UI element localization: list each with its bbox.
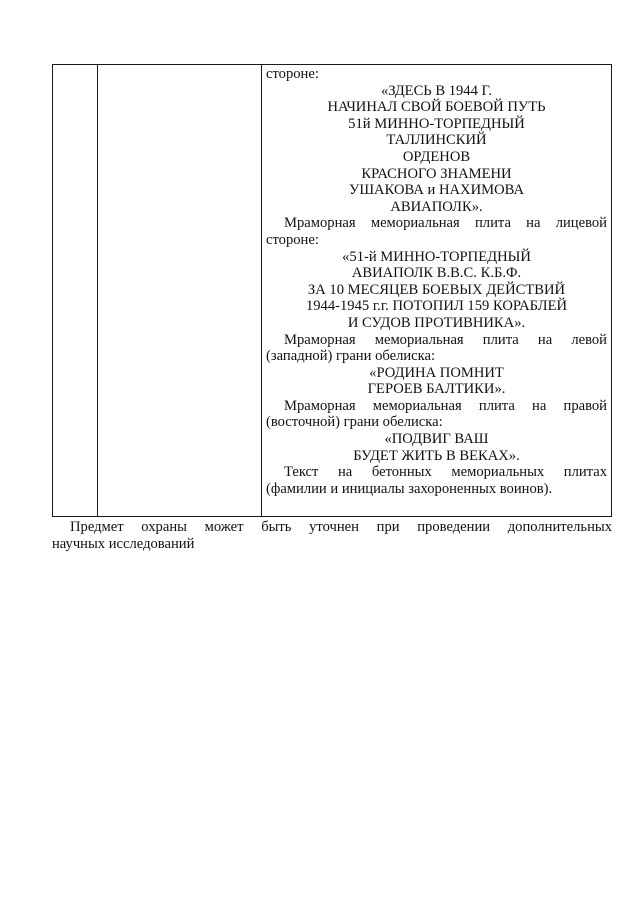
inscription-line: «51-й МИННО-ТОРПЕДНЫЙ [342, 248, 531, 265]
protection-note [52, 519, 612, 553]
inscription-line: ОРДЕНОВ [402, 148, 471, 165]
note-line-2: научных исследований [52, 536, 195, 552]
inscription-line: УШАКОВА и НАХИМОВА [349, 182, 524, 199]
inscription-line: АВИАПОЛК В.В.С. К.Б.Ф. [351, 265, 522, 282]
column-divider-2 [261, 65, 262, 516]
inscription-line: ГЕРОЕВ БАЛТИКИ». [367, 381, 506, 398]
description-cell [266, 66, 607, 497]
inscription-line: НАЧИНАЛ СВОЙ БОЕВОЙ ПУТЬ [327, 99, 546, 116]
inscription-line: КРАСНОГО ЗНАМЕНИ [361, 165, 512, 182]
inscription-line: ЗА 10 МЕСЯЦЕВ БОЕВЫХ ДЕЙСТВИЙ [307, 281, 566, 298]
inscription-line: АВИАПОЛК». [390, 198, 483, 215]
table-text-line: Мраморная мемориальная плита на левой [284, 331, 607, 348]
table-text-line: Текст на бетонных мемориальных плитах [284, 464, 607, 481]
note-line-1: Предмет охраны может быть уточнен при проведении дополнительных [70, 519, 612, 535]
monument-table [52, 64, 612, 517]
inscription-line: И СУДОВ ПРОТИВНИКА». [347, 314, 526, 331]
column-divider-1 [97, 65, 98, 516]
inscription-line: БУДЕТ ЖИТЬ В ВЕКАХ». [353, 447, 520, 464]
table-text-line: (фамилии и инициалы захороненных воинов). [266, 480, 553, 497]
inscription-line: 1944-1945 г.г. ПОТОПИЛ 159 КОРАБЛЕЙ [305, 298, 568, 315]
inscription-line: «РОДИНА ПОМНИТ [369, 364, 504, 381]
table-text-line: Мраморная мемориальная плита на правой [284, 397, 607, 414]
table-text-line: стороне: [266, 66, 319, 82]
inscription-line: «ЗДЕСЬ В 1944 Г. [380, 82, 492, 99]
table-text-line: Мраморная мемориальная плита на лицевой [284, 215, 607, 232]
table-text-line: (восточной) грани обелиска: [266, 414, 443, 431]
inscription-line: «ПОДВИГ ВАШ [384, 431, 489, 448]
inscription-line: ТАЛЛИНСКИЙ [386, 132, 487, 149]
inscription-line: 51й МИННО-ТОРПЕДНЫЙ [348, 115, 525, 132]
table-text-line: стороне: [266, 231, 319, 248]
table-text-line: (западной) грани обелиска: [266, 348, 436, 365]
